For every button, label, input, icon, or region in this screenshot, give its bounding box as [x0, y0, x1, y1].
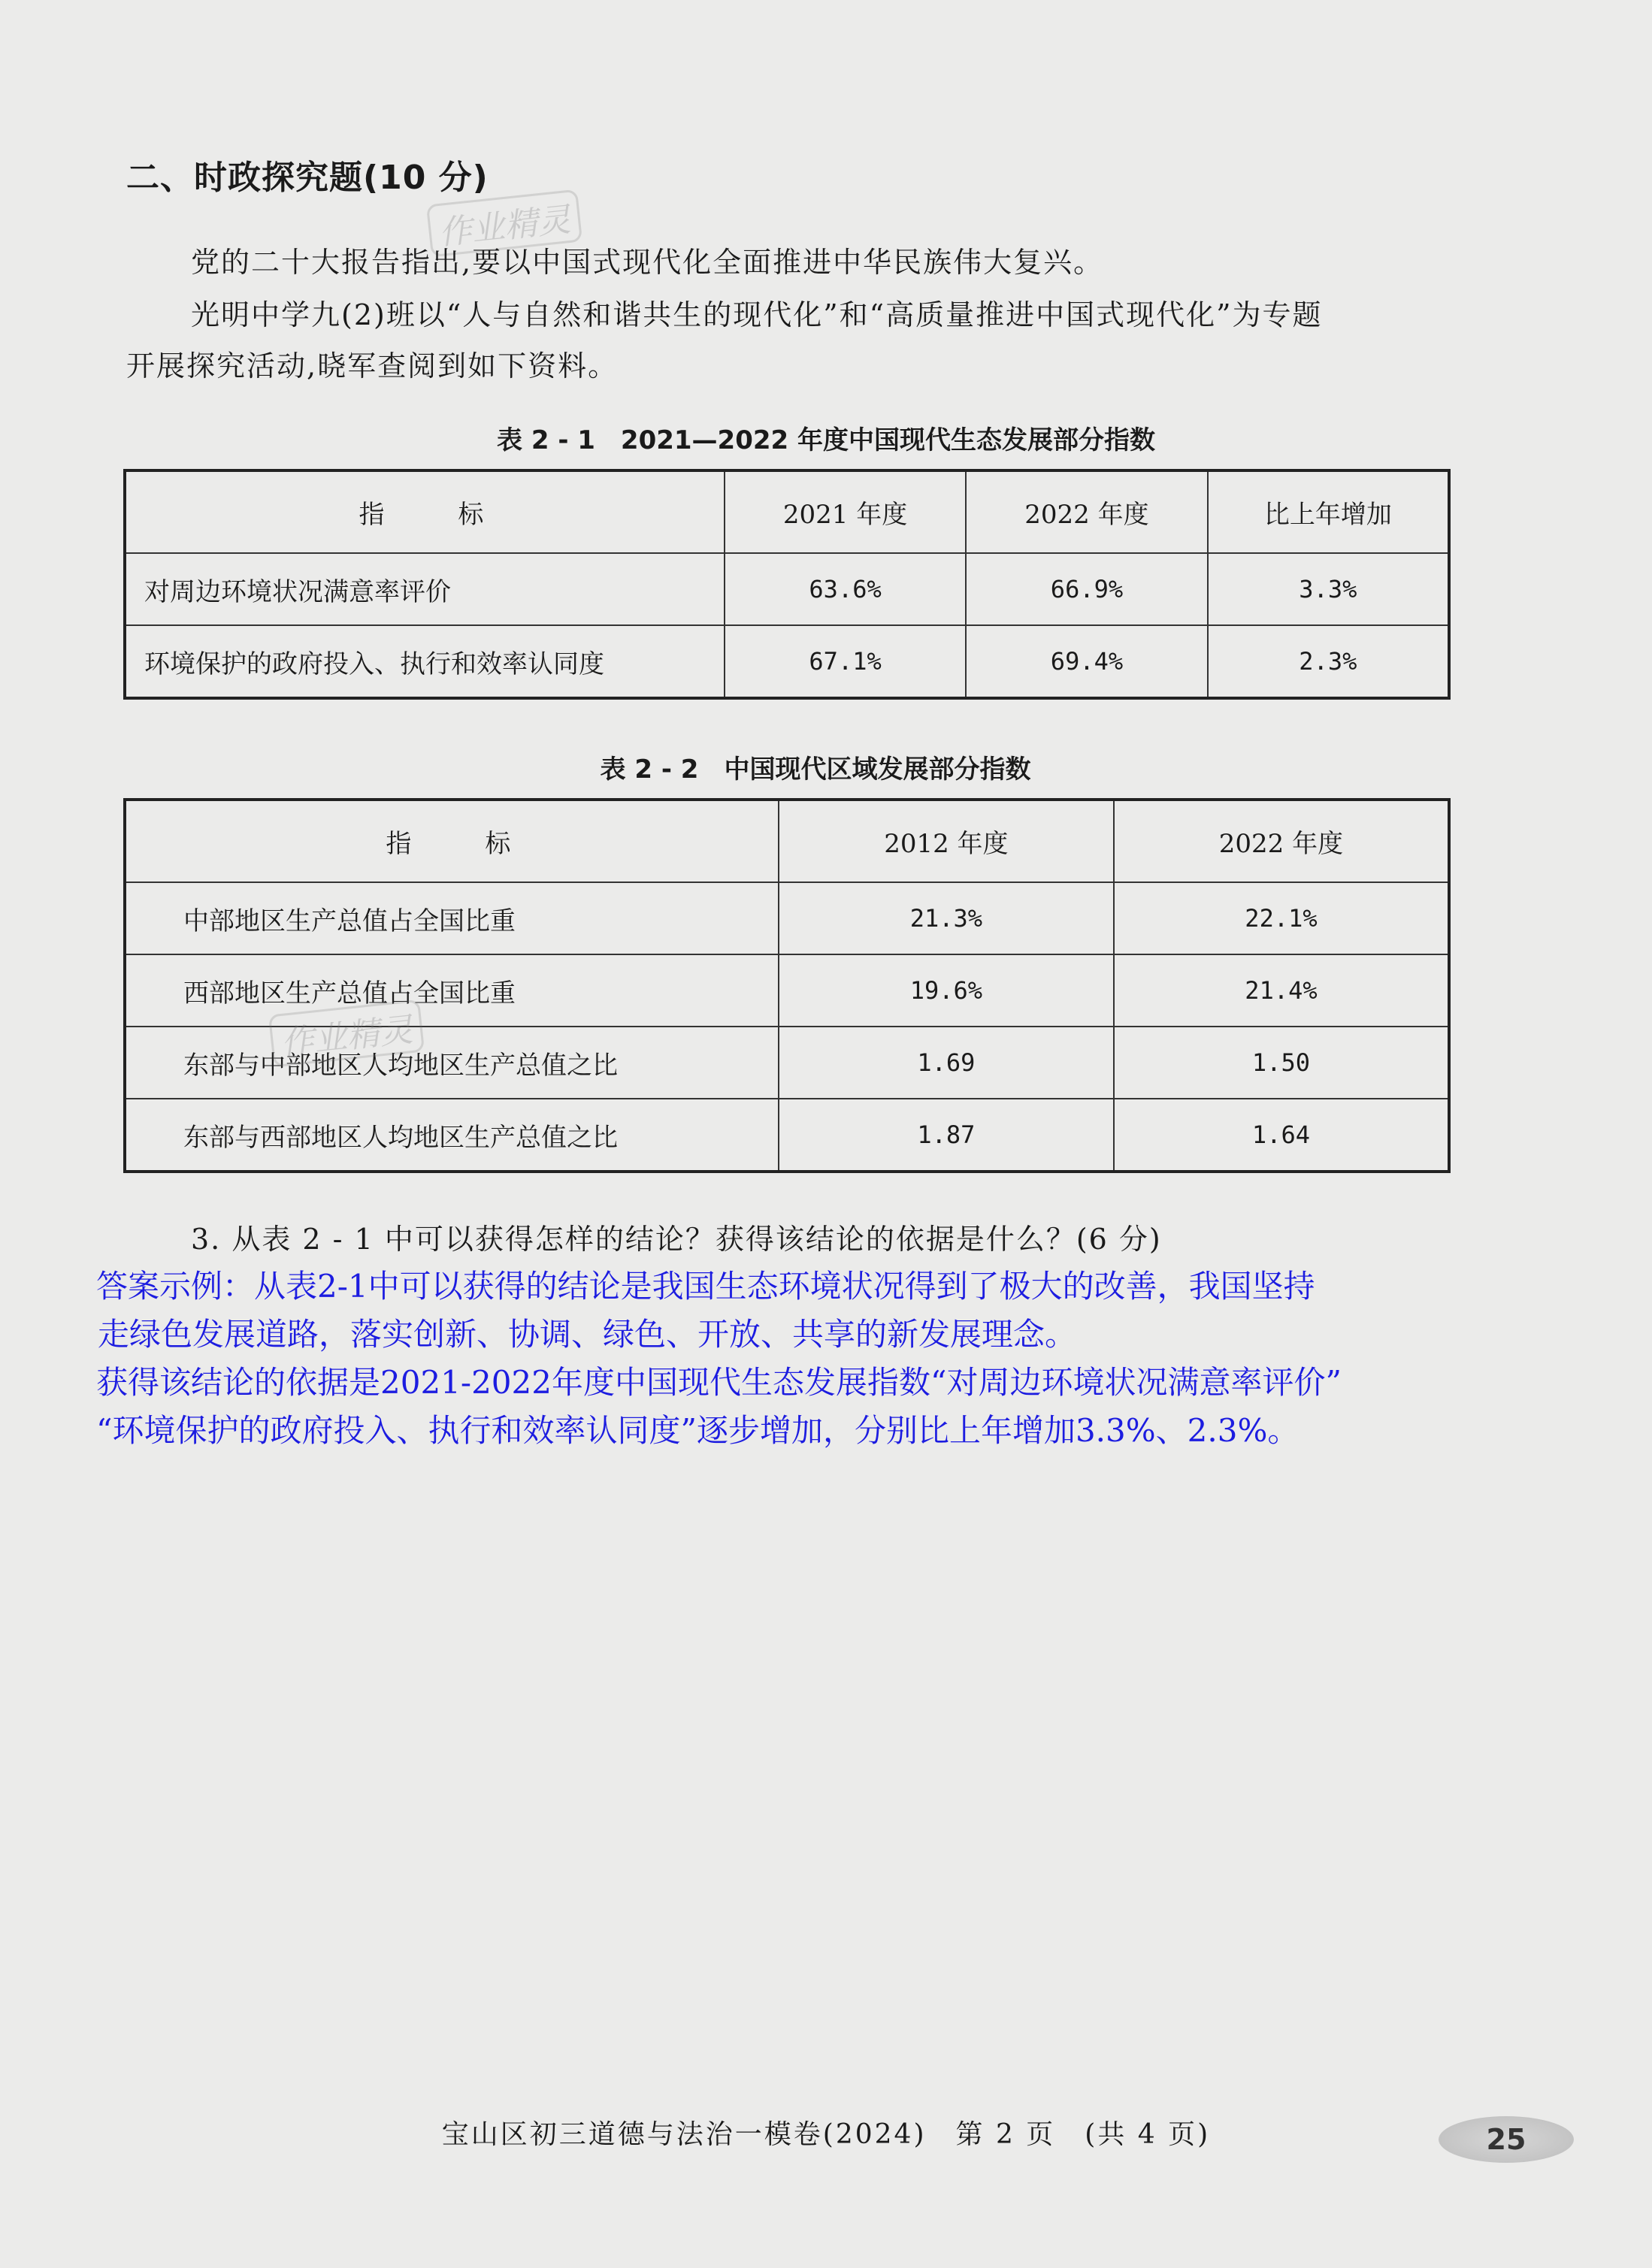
table2-row4-2012: 1.87 [779, 1099, 1114, 1172]
answer-line-2: 走绿色发展道路，落实创新、协调、绿色、开放、共享的新发展理念。 [98, 1316, 1077, 1353]
table2-header-2022: 2022 年度 [1114, 800, 1449, 882]
table1-row1-increase: 3.3% [1208, 553, 1449, 625]
table2-row1-label: 中部地区生产总值占全国比重 [125, 882, 779, 954]
page-number-badge: 25 [1439, 2116, 1574, 2163]
intro-line-3: 开展探究活动,晓军查阅到如下资料。 [126, 349, 619, 383]
table1-caption: 表 2 - 1 2021—2022 年度中国现代生态发展部分指数 [496, 425, 1156, 455]
table2-caption: 表 2 - 2 中国现代区域发展部分指数 [600, 754, 1031, 785]
table1-header-2022: 2022 年度 [966, 470, 1207, 553]
table-row [125, 625, 1449, 698]
intro-line-1: 党的二十大报告指出,要以中国式现代化全面推进中华民族伟大复兴。 [191, 246, 1104, 279]
table1-row2-label: 环境保护的政府投入、执行和效率认同度 [125, 625, 725, 698]
answer-line-4: “环境保护的政府投入、执行和效率认同度”逐步增加，分别比上年增加3.3%、2.3%。 [96, 1412, 1300, 1449]
table1-row2-2021: 67.1% [725, 625, 966, 698]
table2-header-indicator: 指 标 [125, 800, 779, 882]
table1-row2-increase: 2.3% [1208, 625, 1449, 698]
table1-header-increase: 比上年增加 [1208, 470, 1449, 553]
table2-row3-label: 东部与中部地区人均地区生产总值之比 [125, 1027, 779, 1099]
table2-row1-2012: 21.3% [779, 882, 1114, 954]
page-footer: 宝山区初三道德与法治一模卷(2024) 第 2 页 (共 4 页) [441, 2119, 1211, 2150]
table2-row1-2022: 22.1% [1114, 882, 1449, 954]
answer-line-3: 获得该结论的依据是2021-2022年度中国现代生态发展指数“对周边环境状况满意率评价” [96, 1364, 1342, 1401]
table1-header-2021: 2021 年度 [725, 470, 966, 553]
table2-row3-2022: 1.50 [1114, 1027, 1449, 1099]
table2-row4-2022: 1.64 [1114, 1099, 1449, 1172]
table2-row3-2012: 1.69 [779, 1027, 1114, 1099]
table2-row2-2022: 21.4% [1114, 954, 1449, 1027]
table1-header-indicator: 指 标 [125, 470, 725, 553]
table1-row2-2022: 69.4% [966, 625, 1207, 698]
table1-row1-2022: 66.9% [966, 553, 1207, 625]
answer-block [96, 1263, 1569, 1455]
table1-header-row [125, 470, 1449, 553]
table-row [125, 1099, 1449, 1172]
intro-line-2: 光明中学九(2)班以“人与自然和谐共生的现代化”和“高质量推进中国式现代化”为专题 [191, 298, 1323, 331]
table-row [125, 553, 1449, 625]
answer-line-1: 答案示例：从表2-1中可以获得的结论是我国生态环境状况得到了极大的改善，我国坚持 [96, 1268, 1315, 1305]
table2-row2-label: 西部地区生产总值占全国比重 [125, 954, 779, 1027]
table-region-index [123, 798, 1451, 1173]
table1-row1-label: 对周边环境状况满意率评价 [125, 553, 725, 625]
table2-header-row [125, 800, 1449, 882]
table1-row1-2021: 63.6% [725, 553, 966, 625]
table2-row2-2012: 19.6% [779, 954, 1114, 1027]
watermark-top: 作业精灵 [426, 189, 582, 258]
table-eco-index [123, 469, 1451, 700]
table2-header-2012: 2012 年度 [779, 800, 1114, 882]
section-title: 二、时政探究题(10 分) [126, 159, 489, 197]
question-3: 3. 从表 2 - 1 中可以获得怎样的结论？获得该结论的依据是什么？(6 分) [191, 1223, 1162, 1256]
table-row [125, 882, 1449, 954]
watermark-middle: 作业精灵 [268, 999, 425, 1068]
table2-row4-label: 东部与西部地区人均地区生产总值之比 [125, 1099, 779, 1172]
